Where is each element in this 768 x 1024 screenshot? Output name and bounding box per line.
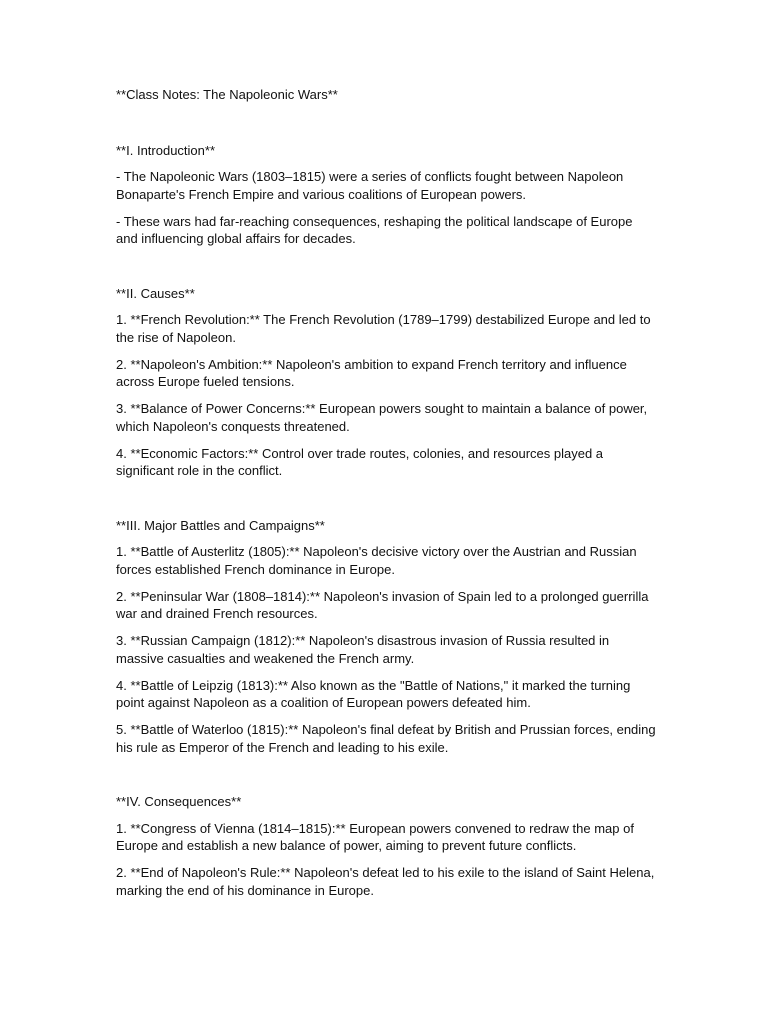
paragraph: 4. **Battle of Leipzig (1813):** Also known as the "Battle of Nations," it marked the turning point against Napoleon as a coalition of European powers defeated him. [116,677,631,710]
paragraph: 1. **Congress of Vienna (1814–1815):** European powers convened to redraw the map of Europe and establish a new balance of power, aiming to prevent future conflicts. [116,820,634,853]
paragraph: 1. **Battle of Austerlitz (1805):** Napoleon's decisive victory over the Austrian and Russian forces established French dominance in Europe. [116,544,637,577]
paragraph: 5. **Battle of Waterloo (1815):** Napoleon's final defeat by British and Prussian forces, ending his rule as Emperor of the French and leading to his exile. [116,722,656,755]
section-heading: **I. Introduction** [116,142,216,158]
document-title: **Class Notes: The Napoleonic Wars** [116,87,338,102]
paragraph: 1. **French Revolution:** The French Revolution (1789–1799) destabilized Europe and led to the rise of Napoleon. [116,312,651,345]
paragraph: 4. **Economic Factors:** Control over trade routes, colonies, and resources played a significant role in the conflict. [116,445,604,478]
section-consequences [116,793,656,899]
section-heading: **II. Causes** [116,285,195,301]
section-major-battles [116,517,656,757]
section-heading: **IV. Consequences** [116,794,242,809]
paragraph: 3. **Russian Campaign (1812):** Napoleon's disastrous invasion of Russia resulted in massive casualties and weakened the French army. [116,633,610,666]
paragraph: 2. **End of Napoleon's Rule:** Napoleon's defeat led to his exile to the island of Saint Helena, marking the end of his dominance in Europe. [116,865,655,898]
paragraph: 3. **Balance of Power Concerns:** European powers sought to maintain a balance of power, which Napoleon's conquests threatened. [116,401,648,434]
paragraph: 2. **Napoleon's Ambition:** Napoleon's ambition to expand French territory and influence across Europe fueled tensions. [116,356,627,389]
section-causes [116,285,656,480]
paragraph: 2. **Peninsular War (1808–1814):** Napoleon's invasion of Spain led to a prolonged guerrilla war and drained French resources. [116,588,649,621]
paragraph: - The Napoleonic Wars (1803–1815) were a series of conflicts fought between Napoleon Bonaparte's French Empire and various coalitions of European powers. [116,169,624,202]
section-introduction [116,142,656,248]
section-heading: **III. Major Battles and Campaigns** [116,517,325,533]
paragraph: - These wars had far-reaching consequences, reshaping the political landscape of Europe and influencing global affairs for decades. [116,213,633,246]
document-page [116,86,656,936]
